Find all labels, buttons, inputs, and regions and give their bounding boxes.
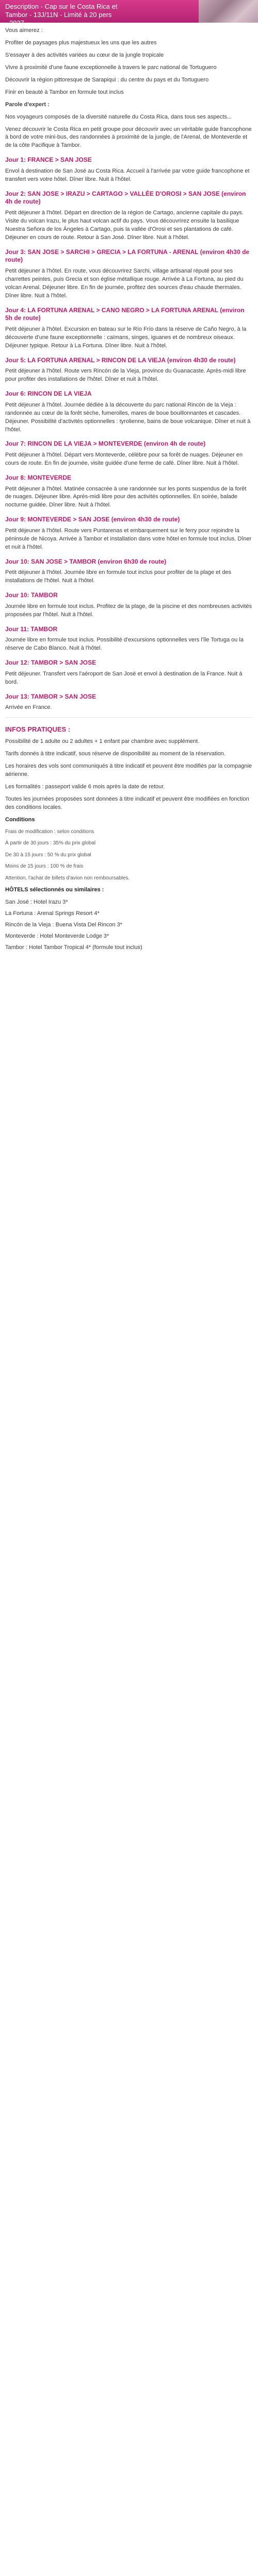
hotel-item: La Fortuna : Arenal Springs Resort 4* [5, 910, 100, 917]
day-title: Jour 12: TAMBOR > SAN JOSE [5, 659, 96, 667]
day-title: Jour 5: LA FORTUNA ARENAL > RINCON DE LA VIEJA (environ 4h30 de route) [5, 356, 236, 364]
info-p1: Possibilité de 1 adulte ou 2 adultes + 1 enfant par chambre avec supplément. [5, 738, 200, 744]
title-line-1: Description - Cap sur le Costa Rica et [5, 3, 118, 10]
info-title: INFOS PRATIQUES : [5, 725, 71, 734]
divider [5, 717, 253, 718]
conditions-5: Attention, l'achat de billets d'avion non remboursables. [5, 875, 130, 881]
day-2 [5, 248, 253, 300]
title-line-3: - 2027 [5, 19, 24, 27]
day-9 [5, 558, 253, 585]
day-title: Jour 2: SAN JOSE > IRAZU > CARTAGO > VALLÉE D'OROSI > SAN JOSE (environ 4h de route) [5, 190, 246, 206]
intro-p9: Venez découvrir le Costa Rica en petit groupe pour découvrir avec un véritable guide francophone à bord de votre mini-bus, des randonnées à proximité de la jungle, de l'Arenal, de Monteverde et de la côte Pacifique à Tambor. [5, 126, 252, 149]
day-11 [5, 625, 253, 653]
day-title: Jour 11: TAMBOR [5, 625, 58, 633]
day-8 [5, 516, 253, 551]
conditions-1: Frais de modification : selon conditions [5, 828, 94, 835]
hotel-item: Monteverde : Hotel Monteverde Lodge 3* [5, 933, 109, 939]
day-7 [5, 474, 253, 510]
intro-p6: Finir en beauté à Tambor en formule tout inclus [5, 89, 124, 95]
content [0, 23, 258, 963]
day-13 [5, 693, 253, 713]
day-text: Petit déjeuner à l'hôtel. Route vers Puntarenas et embarquement sur le ferry pour rejoindre la péninsule de Nicoya. Arrivée à Tambor et installation dans votre hôtel en formule tout inclus. Dîner et nuit à l'hôtel. [5, 527, 252, 550]
day-text: Envol à destination de San José au Costa Rica. Accueil à l'arrivée par votre guide francophone et transfert vers votre hôtel. Dîner libre. Nuit à l'hôtel. [5, 167, 250, 182]
day-title: Jour 1: FRANCE > SAN JOSE [5, 156, 92, 164]
intro-p4: Vivre à proximité d'une faune exceptionnelle à travers le parc national de Tortuguero [5, 64, 217, 71]
day-text: Petit déjeuner à l'hôtel. Excursion en bateau sur le Río Frío dans la réserve de Caño Negro, à la découverte d'une faune exceptionnelle : caïmans, singes, iguanes et de nombreux oiseaux. Déjeuner typique. Retour à La Fortuna. Dîner libre. Nuit à l'hôtel. [5, 326, 247, 349]
page [0, 0, 258, 963]
day-title: Jour 4: LA FORTUNA ARENAL > CANO NEGRO > LA FORTUNA ARENAL (environ 5h de route) [5, 306, 245, 322]
info-p3: Les horaires des vols sont communiqués à titre indicatif et peuvent être modifiés par la compagnie aérienne. [5, 762, 252, 777]
info-section [5, 725, 253, 952]
day-title: Jour 8: MONTEVERDE [5, 473, 72, 481]
day-text: Petit déjeuner à l'hôtel. Journée dédiée à la découverte du parc national Rincón de la Vieja : randonnée au cœur de la forêt sèche, fumerolles, mares de boue bouillonnantes et cascades. Déjeuner. Possibilité d'activités optionnelles : tyrolienne, bains de boue volcanique. Dîner et nuit à l'hôtel. [5, 401, 251, 433]
day-title: Jour 10: SAN JOSE > TAMBOR (environ 6h30 de route) [5, 557, 167, 565]
day-text: Journée libre en formule tout inclus. Profitez de la plage, de la piscine et des nombreuses activités proposées par l'hôtel. Nuit à l'hôtel. [5, 603, 252, 618]
day-10 [5, 591, 253, 619]
day-6 [5, 440, 253, 467]
conditions-4: Moins de 15 jours : 100 % de frais [5, 863, 84, 869]
info-p2: Tarifs donnés à titre indicatif, sous réserve de disponibilité au moment de la réservation. [5, 750, 225, 757]
hotels-title: HÔTELS sélectionnés ou similaires : [5, 887, 104, 893]
intro-p5: Découvrir la région pittoresque de Sarapiqui : du centre du pays et du Tortuguero [5, 76, 209, 83]
day-5 [5, 390, 253, 434]
day-3 [5, 307, 253, 350]
conditions-3: De 30 à 15 jours : 50 % du prix global [5, 852, 91, 858]
title-line-2: Tambor - 13J/11N - Limité à 20 pers [5, 11, 112, 19]
conditions-2: À partir de 30 jours : 35% du prix global [5, 840, 96, 846]
day-text: Petit déjeuner à l'hôtel. Matinée consacrée à une randonnée sur les ponts suspendus de la forêt de nuages. Déjeuner libre. Après-midi libre pour des activités optionnelles. En soirée, balade nocturne guidée. Dîner libre. Nuit à l'hôtel. [5, 485, 247, 509]
hotel-item: San José : Hotel Irazu 3* [5, 899, 68, 905]
day-text: Petit déjeuner à l'hôtel. En route, vous découvrirez Sarchi, village artisanal réputé pour ses charrettes peintes, puis Grecia et son église métallique rouge. Arrivée à La Fortuna, au pied du volcan Arenal. Déjeuner libre. En fin de journée, profitez des sources d'eau chaude thermales. Dîner libre. Nuit à l'hôtel. [5, 267, 244, 299]
day-title: Jour 3: SAN JOSE > SARCHI > GRECIA > LA FORTUNA - ARENAL (environ 4h30 de route) [5, 248, 250, 264]
page-title [5, 3, 196, 27]
day-title: Jour 13: TAMBOR > SAN JOSE [5, 692, 96, 700]
info-p4: Les formalités : passeport valide 6 mois après la date de retour. [5, 783, 165, 790]
day-1 [5, 190, 253, 242]
info-p5: Toutes les journées proposées sont données à titre indicatif et peuvent être modifiées en fonction des conditions locales. [5, 795, 249, 810]
day-text: Journée libre en formule tout inclus. Possibilité d'excursions optionnelles vers l'île Tortuga ou la réserve de Cabo Blanco. Nuit à l'hôtel. [5, 637, 244, 652]
day-text: Petit déjeuner à l'hôtel. Départ vers Monteverde, célèbre pour sa forêt de nuages. Déjeuner en cours de route. En fin de journée, visite guidée d'une ferme de café. Dîner libre. Nuit à l'hôtel. [5, 452, 243, 466]
day-text: Petit déjeuner. Transfert vers l'aéroport de San José et envol à destination de la France. Nuit à bord. [5, 670, 243, 685]
day-text: Petit déjeuner à l'hôtel. Départ en direction de la région de Cartago, ancienne capitale du pays. Visite du volcan Irazu, le plus haut volcan actif du pays. Vous découvrirez ensuite la basilique Nuestra Señora de los Ángeles à Cartago, puis la vallée d'Orosi et ses plantations de café. Déjeuner en cours de route. Retour à San José. Dîner libre. Nuit à l'hôtel. [5, 209, 244, 241]
day-12 [5, 659, 253, 686]
day-text: Petit déjeuner à l'hôtel. Route vers Rincón de la Vieja, province du Guanacaste. Après-midi libre pour profiter des installations de l'hôtel. Dîner et nuit à l'hôtel. [5, 368, 246, 383]
day-title: Jour 6: RINCON DE LA VIEJA [5, 390, 92, 398]
hotels-list [5, 899, 253, 952]
header-banner [0, 0, 258, 27]
day-text: Arrivée en France. [5, 704, 52, 711]
day-title: Jour 7: RINCON DE LA VIEJA > MONTEVERDE (environ 4h de route) [5, 440, 206, 448]
day-0 [5, 156, 253, 183]
intro-p8: Nos voyageurs composés de la diversité naturelle du Costa Rica, dans tous ses aspects... [5, 113, 232, 120]
day-4 [5, 357, 253, 384]
conditions-title: Conditions [5, 816, 35, 823]
hotel-item: Tambor : Hotel Tambor Tropical 4* (formule tout inclus) [5, 944, 142, 951]
intro-p2: Profiter de paysages plus majestueux les uns que les autres [5, 39, 157, 46]
day-title: Jour 10: TAMBOR [5, 591, 58, 599]
intro-p3: S'essayer à des activités variées au cœur de la jungle tropicale [5, 52, 164, 58]
day-title: Jour 9: MONTEVERDE > SAN JOSE (environ 4h30 de route) [5, 516, 180, 523]
header-photo [199, 0, 258, 23]
day-text: Petit déjeuner à l'hôtel. Journée libre en formule tout inclus pour profiter de la plage et des installations de l'hôtel. Nuit à l'hôtel. [5, 569, 232, 584]
intro-p1: Vous aimerez : [5, 27, 43, 33]
hotel-item: Rincón de la Vieja : Buena Vista Del Rincon 3* [5, 921, 123, 928]
intro-p7: Parole d'expert : [5, 101, 50, 108]
